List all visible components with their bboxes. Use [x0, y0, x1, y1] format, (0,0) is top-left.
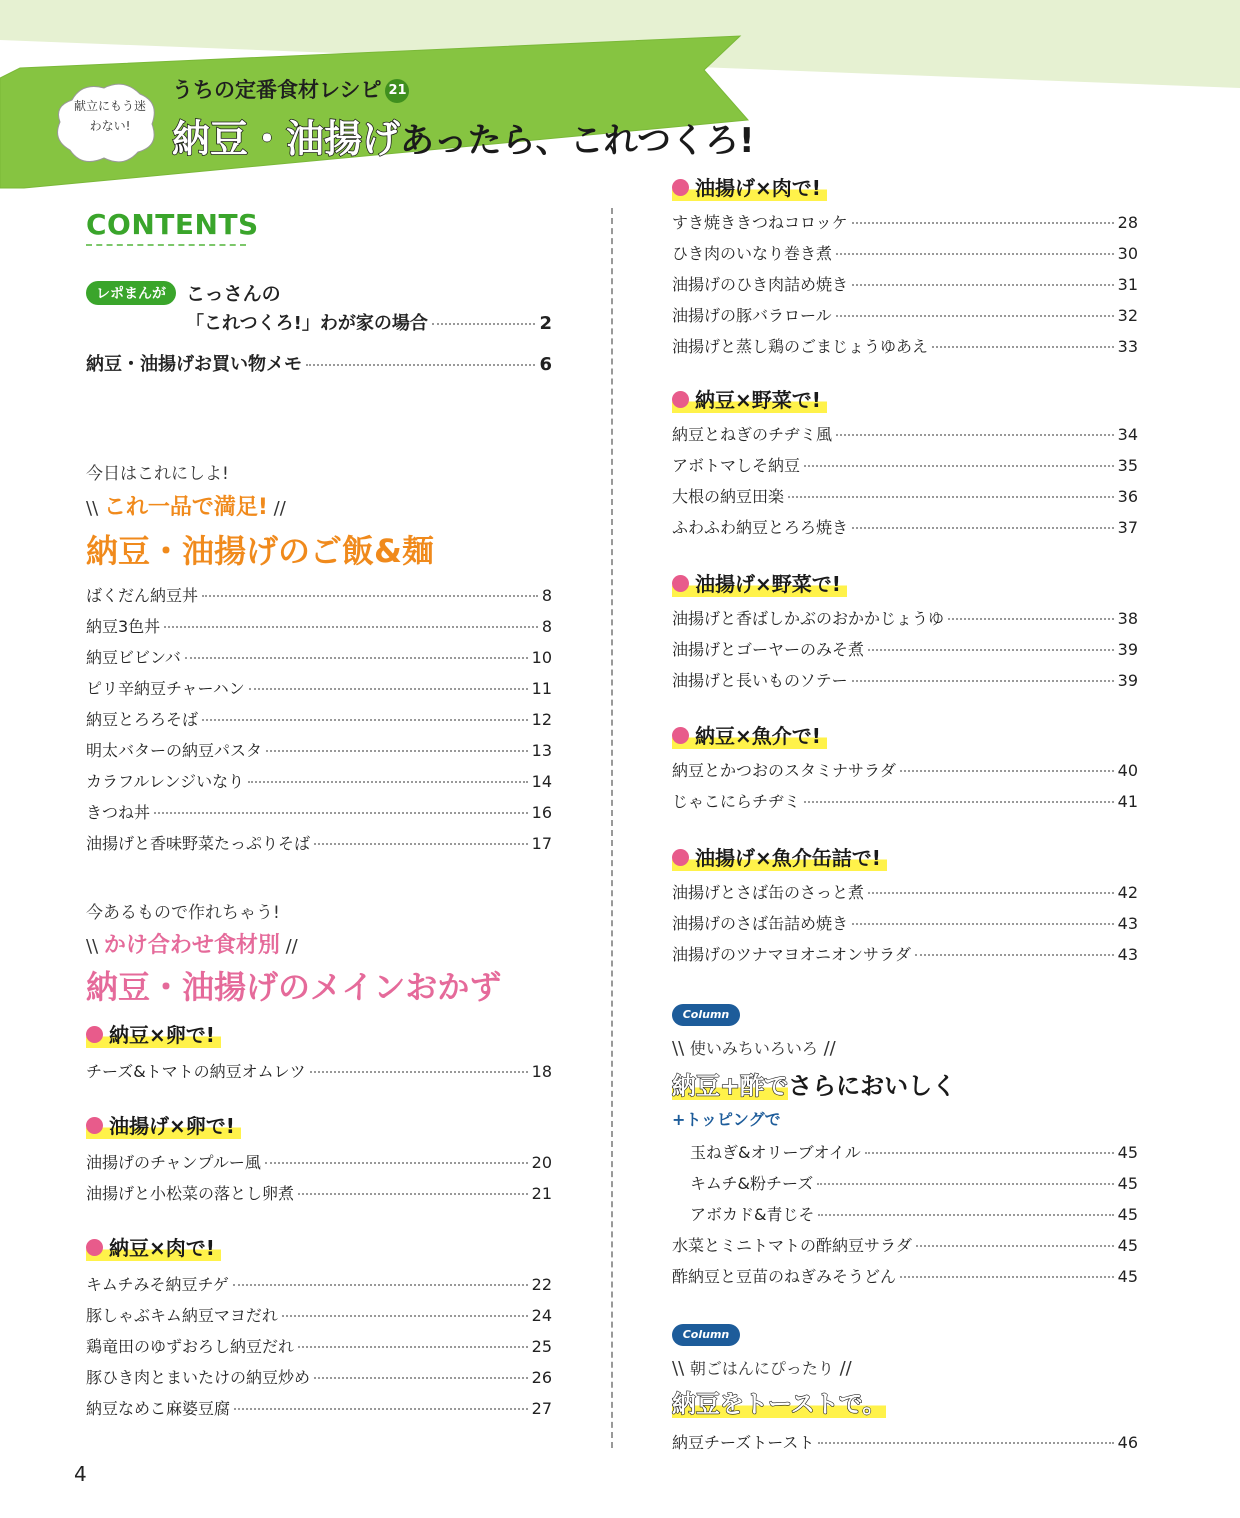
series-title [172, 74, 409, 104]
entry-title: 大根の納豆田楽 [672, 487, 785, 506]
toc-entry[interactable] [672, 1430, 1138, 1453]
toc-entry[interactable] [672, 880, 1138, 903]
toc-entry[interactable] [672, 668, 1138, 691]
leader-dots [154, 812, 528, 814]
section-heading [86, 1232, 221, 1261]
entry-page: 8 [541, 586, 552, 605]
entry-page: 26 [531, 1368, 552, 1387]
entry-page: 8 [541, 617, 552, 636]
entry-title: チーズ&トマトの納豆オムレツ [86, 1062, 306, 1081]
entry-title: 豚ひき肉とまいたけの納豆炒め [86, 1368, 311, 1387]
entry-title: 油揚げと長いものソテー [672, 671, 848, 690]
entry-title: 鶏竜田のゆずおろし納豆だれ [86, 1337, 295, 1356]
entry-title: 油揚げと香ばしかぶのおかかじょうゆ [672, 609, 945, 628]
entry-title: 油揚げと香味野菜たっぷりそば [86, 834, 311, 853]
entry-page: 18 [531, 1062, 552, 1081]
entry-page: 41 [1117, 792, 1138, 811]
entry-title: 水菜とミニトマトの酢納豆サラダ [672, 1236, 912, 1255]
manga-tag: レポまんが [86, 281, 176, 305]
page-number: 4 [74, 1462, 87, 1486]
leader-dots [852, 923, 1114, 925]
toc-entry[interactable] [86, 831, 552, 854]
entry-page: 16 [531, 803, 552, 822]
toc-entry[interactable] [86, 583, 552, 606]
entry-page: 12 [531, 710, 552, 729]
entry-title: ひき肉のいなり巻き煮 [672, 244, 833, 263]
toc-entry[interactable] [86, 1365, 552, 1388]
toc-entry[interactable] [86, 645, 552, 668]
leader-dots [852, 527, 1114, 529]
topping-label: +トッピングで [672, 1110, 781, 1129]
entry-title: 納豆・油揚げお買い物メモ [86, 354, 302, 375]
entry-title: 納豆とろろそば [86, 710, 199, 729]
leader-dots [202, 595, 538, 597]
toc-entry[interactable] [690, 1202, 1138, 1225]
column-divider [611, 208, 613, 1448]
entry-page: 13 [531, 741, 552, 760]
entry-page: 38 [1117, 609, 1138, 628]
entry-title: 納豆3色丼 [86, 617, 161, 636]
entry-page: 40 [1117, 761, 1138, 780]
toc-entry[interactable] [672, 422, 1138, 445]
title-main: 納豆・油揚げ [172, 117, 401, 161]
entry-title: キムチ&粉チーズ [690, 1174, 814, 1193]
leader-dots [836, 434, 1114, 436]
leader-dots [249, 688, 528, 690]
section-heading [672, 568, 847, 597]
manga-line1: こっさんの [186, 283, 281, 305]
bullet-dot-icon [86, 1117, 103, 1134]
leader-dots [265, 1162, 528, 1164]
page-title [172, 108, 755, 163]
bullet-dot-icon [672, 727, 689, 744]
entry-page: 17 [531, 834, 552, 853]
entry-page: 36 [1117, 487, 1138, 506]
section-heading-text: 納豆×卵で! [109, 1023, 215, 1047]
entry-title: アボカド&青じそ [690, 1205, 815, 1224]
toc-entry[interactable] [672, 637, 1138, 660]
toc-entry[interactable] [672, 484, 1138, 507]
entry-title: 納豆チーズトースト [672, 1433, 815, 1452]
entry-page: 33 [1117, 337, 1138, 356]
toc-entry[interactable] [690, 1140, 1138, 1163]
column2-hand: \\ 朝ごはんにぴったり // [672, 1358, 852, 1379]
bullet-dot-icon [86, 1026, 103, 1043]
leader-dots [432, 323, 536, 325]
entry-title: 油揚げと小松菜の落とし卵煮 [86, 1184, 295, 1203]
entry-title: 油揚げのひき肉詰め焼き [672, 275, 849, 294]
column1-hand: \\ 使いみちいろいろ // [672, 1038, 836, 1059]
section-heading [672, 172, 827, 201]
entry-title: じゃこにらチヂミ [672, 792, 801, 811]
column1-title-rest: さらにおいしく [788, 1072, 957, 1100]
entry-page: 32 [1117, 306, 1138, 325]
entry-page: 6 [539, 354, 552, 375]
entry-page: 42 [1117, 883, 1138, 902]
entry-page: 43 [1117, 914, 1138, 933]
leader-dots [915, 954, 1114, 956]
toc-entry[interactable] [86, 738, 552, 761]
toc-entry[interactable] [690, 1171, 1138, 1194]
column-badge: Column [672, 1324, 740, 1346]
entry-title: 油揚げのチャンプルー風 [86, 1153, 261, 1172]
entry-page: 25 [531, 1337, 552, 1356]
section-heading-text: 油揚げ×卵で! [109, 1114, 235, 1138]
toc-entry[interactable] [86, 1303, 552, 1326]
toc-entry[interactable] [672, 334, 1138, 357]
column1-hand-text: 使いみちいろいろ [689, 1039, 818, 1058]
toc-entry[interactable] [672, 272, 1138, 295]
entry-title: 油揚げの豚バラロール [672, 306, 832, 325]
toc-entry[interactable] [86, 769, 552, 792]
entry-title: 納豆ビビンバ [86, 648, 181, 667]
leader-dots [818, 1442, 1113, 1444]
entry-title: 油揚げのさば缶詰め焼き [672, 914, 849, 933]
entry-page: 24 [531, 1306, 552, 1325]
leader-dots [852, 222, 1114, 224]
section-heading [86, 1019, 221, 1048]
column2-hand-text: 朝ごはんにぴったり [689, 1359, 834, 1378]
leader-dots [314, 1377, 528, 1379]
entry-title: 油揚げと蒸し鶏のごまじょうゆあえ [672, 337, 929, 356]
toc-entry[interactable] [672, 606, 1138, 629]
leader-dots [298, 1346, 528, 1348]
leader-dots [804, 801, 1114, 803]
column2-title [672, 1384, 886, 1419]
contents-heading: CONTENTS [86, 208, 259, 241]
leader-dots [852, 680, 1114, 682]
entry-title: 油揚げとゴーヤーのみそ煮 [672, 640, 865, 659]
toc-entry[interactable] [672, 241, 1138, 264]
main-subtitle-text: かけ合わせ食材別 [103, 933, 280, 958]
entry-page: 45 [1117, 1143, 1138, 1162]
leader-dots [266, 750, 528, 752]
leader-dots [314, 843, 528, 845]
leader-dots [298, 1193, 528, 1195]
entry-page: 20 [531, 1153, 552, 1172]
section-heading-text: 納豆×肉で! [109, 1236, 215, 1260]
leader-dots [900, 1276, 1114, 1278]
leader-dots [788, 496, 1114, 498]
memo-entry[interactable] [86, 350, 552, 376]
rice-hand-caption: 今日はこれにしよ! [86, 464, 229, 484]
toc-entry[interactable] [86, 1059, 552, 1082]
column-badge: Column [672, 1004, 740, 1026]
toc-entry[interactable] [86, 614, 552, 637]
entry-page: 39 [1117, 640, 1138, 659]
bullet-dot-icon [672, 575, 689, 592]
section-heading-text: 油揚げ×魚介缶詰で! [695, 846, 881, 870]
entry-title: ふわふわ納豆とろろ焼き [672, 518, 849, 537]
bullet-dot-icon [672, 179, 689, 196]
title-rest: あったら、これつくろ! [400, 121, 755, 161]
series-label: うちの定番食材レシピ [172, 78, 382, 102]
leader-dots [306, 364, 535, 366]
series-number: 21 [385, 79, 409, 103]
leader-dots [868, 649, 1114, 651]
leader-dots [818, 1214, 1113, 1216]
entry-page: 22 [531, 1275, 552, 1294]
main-subtitle: \\ かけ合わせ食材別 // [86, 933, 298, 958]
leader-dots [868, 892, 1114, 894]
entry-page: 27 [531, 1399, 552, 1418]
toc-entry[interactable] [86, 1272, 552, 1295]
entry-page: 45 [1117, 1267, 1138, 1286]
leader-dots [233, 1284, 528, 1286]
column2-title-highlight: 納豆をトーストで。 [672, 1390, 887, 1418]
entry-page: 28 [1117, 213, 1138, 232]
leader-dots [164, 626, 538, 628]
toc-entry[interactable] [86, 707, 552, 730]
entry-title: 納豆なめこ麻婆豆腐 [86, 1399, 231, 1418]
section-heading [672, 842, 887, 871]
entry-page: 39 [1117, 671, 1138, 690]
rice-subtitle: \\ これ一品で満足! // [86, 495, 286, 520]
rice-subtitle-text: これ一品で満足! [103, 495, 268, 520]
toc-entry[interactable] [672, 789, 1138, 812]
main-hand-caption: 今あるもので作れちゃう! [86, 903, 280, 923]
leader-dots [310, 1071, 528, 1073]
toc-entry[interactable] [672, 210, 1138, 233]
toc-entry[interactable] [86, 800, 552, 823]
entry-page: 37 [1117, 518, 1138, 537]
leader-dots [836, 253, 1114, 255]
leader-dots [234, 1408, 528, 1410]
leader-dots [185, 657, 528, 659]
entry-page: 45 [1117, 1205, 1138, 1224]
section-heading [672, 720, 827, 749]
leader-dots [248, 781, 527, 783]
entry-page: 21 [531, 1184, 552, 1203]
leader-dots [817, 1183, 1113, 1185]
leader-dots [932, 346, 1114, 348]
leader-dots [852, 284, 1114, 286]
section-heading [86, 1110, 241, 1139]
entry-page: 46 [1117, 1433, 1138, 1452]
entry-title: 油揚げのツナマヨオニオンサラダ [672, 945, 911, 964]
entry-title: 「これつくろ!」わが家の場合 [186, 313, 428, 334]
entry-title: きつね丼 [86, 803, 151, 822]
contents-underline [86, 244, 246, 246]
leader-dots [948, 618, 1114, 620]
entry-page: 45 [1117, 1174, 1138, 1193]
leader-dots [865, 1152, 1114, 1154]
toc-entry[interactable] [86, 1150, 552, 1173]
entry-page: 34 [1117, 425, 1138, 444]
toc-entry[interactable] [672, 1233, 1138, 1256]
toc-entry[interactable] [672, 515, 1138, 538]
toc-entry[interactable] [672, 453, 1138, 476]
entry-page: 31 [1117, 275, 1138, 294]
leader-dots [804, 465, 1114, 467]
toc-entry[interactable] [672, 758, 1138, 781]
entry-title: カラフルレンジいなり [86, 772, 245, 791]
toc-entry[interactable] [672, 911, 1138, 934]
section-heading-text: 納豆×野菜で! [695, 388, 821, 412]
leader-dots [202, 719, 528, 721]
leader-dots [900, 770, 1114, 772]
entry-title: 明太バターの納豆パスタ [86, 741, 263, 760]
toc-entry[interactable] [672, 303, 1138, 326]
bullet-dot-icon [672, 849, 689, 866]
entry-page: 45 [1117, 1236, 1138, 1255]
toc-entry[interactable] [86, 1334, 552, 1357]
leader-dots [282, 1315, 528, 1317]
entry-title: すき焼ききつねコロッケ [672, 213, 848, 232]
leader-dots [836, 315, 1114, 317]
entry-page: 30 [1117, 244, 1138, 263]
column1-title [672, 1066, 956, 1101]
entry-title: 豚しゃぶキム納豆マヨだれ [86, 1306, 278, 1325]
bullet-dot-icon [86, 1239, 103, 1256]
entry-page: 10 [531, 648, 552, 667]
column1-title-highlight: 納豆+酢で [672, 1072, 789, 1100]
entry-title: 玉ねぎ&オリーブオイル [690, 1143, 861, 1162]
entry-page: 14 [531, 772, 552, 791]
section-heading-text: 油揚げ×肉で! [695, 176, 821, 200]
bubble-text: 献立にもう迷わない! [73, 99, 146, 133]
toc-entry[interactable] [86, 1181, 552, 1204]
entry-page: 2 [539, 313, 552, 334]
leader-dots [916, 1245, 1114, 1247]
main-title: 納豆・油揚げのメインおかず [86, 968, 502, 1006]
toc-entry[interactable] [86, 676, 552, 699]
manga-entry[interactable] [186, 309, 552, 335]
section-heading-text: 油揚げ×野菜で! [695, 572, 841, 596]
entry-page: 35 [1117, 456, 1138, 475]
entry-title: キムチみそ納豆チゲ [86, 1275, 229, 1294]
entry-page: 11 [531, 679, 552, 698]
entry-title: 酢納豆と豆苗のねぎみそうどん [672, 1267, 897, 1286]
toc-entry[interactable] [672, 942, 1138, 965]
entry-title: アボトマしそ納豆 [672, 456, 801, 475]
entry-title: 納豆とねぎのチヂミ風 [672, 425, 833, 444]
toc-entry[interactable] [672, 1264, 1138, 1287]
entry-page: 43 [1117, 945, 1138, 964]
entry-title: 油揚げとさば缶のさっと煮 [672, 883, 865, 902]
bullet-dot-icon [672, 391, 689, 408]
entry-title: ばくだん納豆丼 [86, 586, 199, 605]
section-heading [672, 384, 827, 413]
entry-title: ピリ辛納豆チャーハン [86, 679, 245, 698]
toc-entry[interactable] [86, 1396, 552, 1419]
section-heading-text: 納豆×魚介で! [695, 724, 821, 748]
entry-title: 納豆とかつおのスタミナサラダ [672, 761, 896, 780]
rice-title: 納豆・油揚げのご飯&麺 [86, 532, 434, 570]
